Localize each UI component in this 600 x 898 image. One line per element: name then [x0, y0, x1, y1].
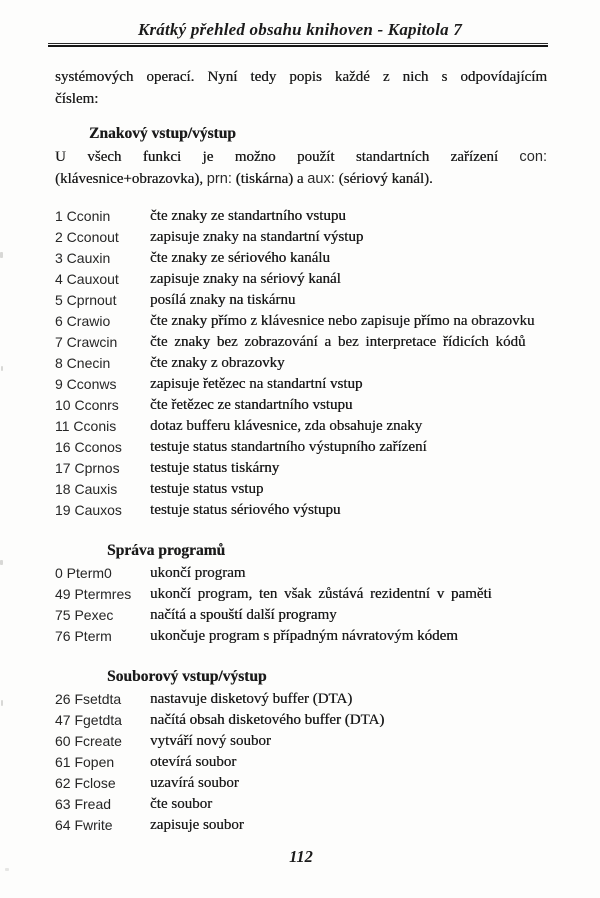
function-number-name: 76 Pterm [55, 628, 112, 644]
function-row [55, 353, 547, 374]
section-program-management [55, 541, 547, 647]
section-heading: Znakový vstup/výstup [89, 125, 236, 142]
function-description: testuje status vstup [150, 481, 264, 497]
function-number-name: 16 Cconos [55, 439, 122, 455]
paragraph-text: (sériový kanál). [338, 171, 433, 187]
function-list [55, 689, 547, 836]
device-name-aux: aux: [307, 171, 335, 187]
function-number-name: 7 Crawcin [55, 334, 118, 350]
function-description: testuje status sériového výstupu [150, 502, 341, 518]
function-row [55, 731, 547, 752]
function-row [55, 374, 547, 395]
page-content [55, 66, 547, 867]
header-rule [48, 43, 548, 47]
function-row [55, 710, 547, 731]
function-number-name: 10 Cconrs [55, 397, 119, 413]
function-row [55, 227, 547, 248]
function-row [55, 416, 547, 437]
function-row [55, 269, 547, 290]
function-number-name: 61 Fopen [55, 754, 115, 770]
function-row [55, 584, 547, 605]
function-number-name: 0 Pterm0 [55, 565, 112, 581]
function-description: čte znaky z obrazovky [150, 355, 285, 371]
function-number-name: 19 Cauxos [55, 502, 122, 518]
function-row [55, 248, 547, 269]
function-number-name: 5 Cprnout [55, 292, 117, 308]
function-description: načítá a spouští další programy [150, 607, 337, 623]
function-description: dotaz bufferu klávesnice, zda obsahuje znaky [150, 418, 423, 434]
device-name-prn: prn: [206, 171, 232, 187]
scan-artifact [5, 868, 9, 871]
function-number-name: 11 Cconis [55, 418, 117, 434]
function-number-name: 60 Fcreate [55, 733, 122, 749]
function-row [55, 773, 547, 794]
intro-paragraph [55, 66, 547, 110]
section-paragraph-line-1 [55, 146, 547, 168]
function-row [55, 689, 547, 710]
function-row [55, 500, 547, 521]
function-row [55, 290, 547, 311]
function-description: ukončí program, ten však zůstává rezidentní v paměti [150, 586, 492, 602]
function-row [55, 437, 547, 458]
scan-artifact [1, 700, 3, 706]
function-list [55, 206, 547, 521]
function-description: načítá obsah disketového buffer (DTA) [150, 712, 385, 728]
function-description: zapisuje znaky na sériový kanál [150, 271, 341, 287]
scan-artifact [0, 252, 3, 258]
function-number-name: 18 Cauxis [55, 481, 118, 497]
function-number-name: 64 Fwrite [55, 817, 113, 833]
function-number-name: 6 Crawio [55, 313, 111, 329]
function-number-name: 62 Fclose [55, 775, 116, 791]
function-description: zapisuje soubor [150, 817, 244, 833]
function-description: zapisuje řetězec na standartní vstup [150, 376, 363, 392]
function-row [55, 311, 547, 332]
function-number-name: 8 Cnecin [55, 355, 111, 371]
page-header-title: Krátký přehled obsahu knihoven - Kapitola 7 [137, 20, 463, 39]
function-description: vytváří nový soubor [150, 733, 271, 749]
function-number-name: 47 Fgetdta [55, 712, 122, 728]
scan-artifact [1, 366, 3, 371]
scan-artifact [0, 560, 3, 565]
function-number-name: 2 Cconout [55, 229, 119, 245]
function-row [55, 479, 547, 500]
page-number: 112 [289, 847, 313, 866]
function-description: čte znaky ze sériového kanálu [150, 250, 330, 266]
function-description: otevírá soubor [150, 754, 237, 770]
paragraph-text: U všech funkci je možno použít standartních zařízení [55, 149, 499, 165]
function-description: testuje status standartního výstupního zařízení [150, 439, 427, 455]
function-description: testuje status tiskárny [150, 460, 280, 476]
function-row [55, 563, 547, 584]
function-number-name: 63 Fread [55, 796, 112, 812]
function-row [55, 332, 547, 353]
function-description: ukončuje program s případným návratovým kódem [150, 628, 458, 644]
function-description: nastavuje disketový buffer (DTA) [150, 691, 353, 707]
function-number-name: 3 Cauxin [55, 250, 111, 266]
function-number-name: 26 Fsetdta [55, 691, 122, 707]
function-number-name: 75 Pexec [55, 607, 114, 623]
function-row [55, 752, 547, 773]
function-row [55, 794, 547, 815]
function-description: čte řetězec ze standartního vstupu [150, 397, 353, 413]
intro-line-2: číslem: [55, 91, 99, 107]
function-number-name: 17 Cprnos [55, 460, 120, 476]
section-heading: Souborový vstup/výstup [107, 668, 267, 685]
section-paragraph-line-2 [55, 168, 547, 190]
function-row [55, 395, 547, 416]
function-description: zapisuje znaky na standartní výstup [150, 229, 364, 245]
function-row [55, 626, 547, 647]
function-number-name: 9 Cconws [55, 376, 117, 392]
function-number-name: 4 Cauxout [55, 271, 119, 287]
device-name-con: con: [519, 149, 548, 165]
paragraph-text: (klávesnice+obrazovka), [55, 171, 203, 187]
function-row [55, 815, 547, 836]
function-description: uzavírá soubor [150, 775, 239, 791]
function-row [55, 206, 547, 227]
function-row [55, 458, 547, 479]
intro-line-1: systémových operací. Nyní tedy popis každé z nich s odpovídajícím [55, 69, 547, 85]
paragraph-text: (tiskárna) a [235, 171, 304, 187]
function-number-name: 49 Ptermres [55, 586, 132, 602]
function-row [55, 605, 547, 626]
function-number-name: 1 Cconin [55, 208, 111, 224]
section-file-io [55, 667, 547, 836]
section-character-io [55, 124, 547, 521]
function-list [55, 563, 547, 647]
function-description: posílá znaky na tiskárnu [150, 292, 296, 308]
function-description: ukončí program [150, 565, 246, 581]
function-description: čte znaky bez zobrazování a bez interpretace řídicích kódů [150, 334, 526, 350]
function-description: čte soubor [150, 796, 213, 812]
function-description: čte znaky ze standartního vstupu [150, 208, 346, 224]
function-description: čte znaky přímo z klávesnice nebo zapisuje přímo na obrazovku [150, 313, 535, 329]
section-heading: Správa programů [107, 542, 226, 559]
